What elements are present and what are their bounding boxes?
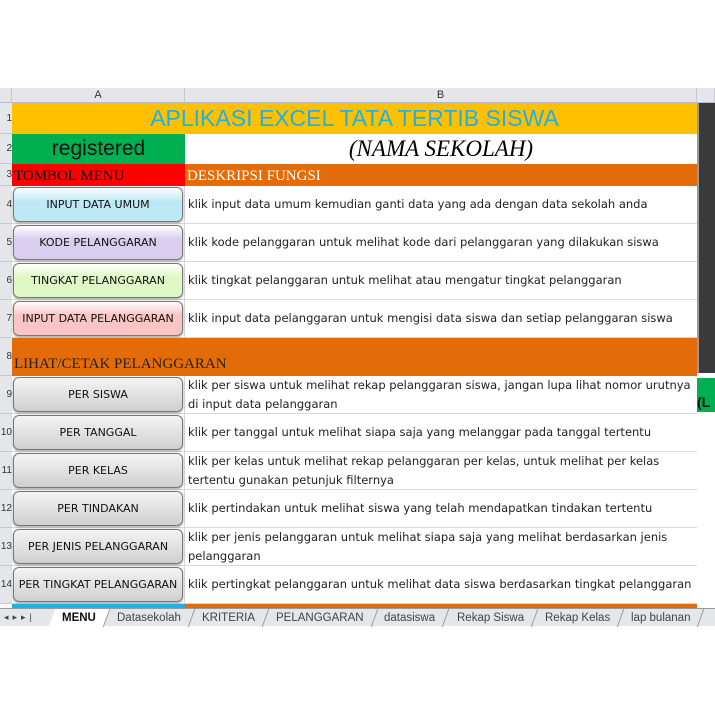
button-cell	[12, 452, 185, 490]
sheet-tab-label: Datasekolah	[116, 611, 181, 624]
side-green-label: (L	[697, 378, 715, 412]
column-header-a[interactable]: A	[12, 88, 185, 103]
row-header[interactable]: 14	[0, 566, 12, 604]
sheet-tab-label: Rekap Kelas	[544, 611, 610, 624]
registered-status: registered	[12, 134, 185, 164]
sheet-tab[interactable]	[531, 609, 624, 627]
row-header[interactable]: 11	[0, 452, 12, 490]
function-description: klik per kelas untuk melihat rekap pelanggaran per kelas, untuk melihat per kelas tertentu gunakan petunjuk filternya	[185, 452, 697, 490]
button-cell	[12, 490, 185, 528]
school-name: (NAMA SEKOLAH)	[185, 134, 697, 164]
menu-button[interactable]	[13, 491, 183, 526]
button-cell	[12, 186, 185, 224]
menu-button[interactable]	[13, 567, 183, 602]
sheet-tab-label: PELANGGARAN	[275, 611, 364, 624]
row-header[interactable]: 12	[0, 490, 12, 528]
menu-button[interactable]	[13, 529, 183, 564]
function-description: klik per tanggal untuk melihat siapa saja yang melanggar pada tanggal tertentu	[185, 414, 697, 452]
menu-button-label: PER KELAS	[68, 464, 128, 477]
sheet-tab[interactable]	[49, 609, 110, 627]
button-cell	[12, 566, 185, 604]
row-header[interactable]: 13	[0, 528, 12, 566]
function-description: klik per jenis pelanggaran untuk melihat siapa saja yang melihat berdasarkan jenis pelanggaran	[185, 528, 697, 566]
menu-button[interactable]	[13, 301, 183, 336]
select-all-corner[interactable]	[0, 88, 12, 103]
section-lihat-cetak: LIHAT/CETAK PELANGGARAN	[12, 338, 697, 376]
sheet-tab[interactable]	[263, 609, 378, 627]
sheet-tab[interactable]	[371, 609, 450, 627]
sheet-tab-label: Rekap Siswa	[456, 611, 524, 624]
row-header[interactable]: 7	[0, 300, 12, 338]
function-description: klik input data umum kemudian ganti data yang ada dengan data sekolah anda	[185, 186, 697, 224]
button-cell	[12, 262, 185, 300]
menu-button-label: TINGKAT PELANGGARAN	[31, 274, 165, 287]
sheet-tab[interactable]	[618, 609, 705, 627]
menu-button-label: PER TINGKAT PELANGGARAN	[18, 578, 178, 591]
menu-button[interactable]	[13, 187, 183, 222]
column-header-c[interactable]	[697, 88, 715, 103]
row-header[interactable]: 2	[0, 134, 12, 164]
row-header[interactable]: 9	[0, 376, 12, 414]
sheet-tab-label: lap bulanan	[630, 611, 691, 624]
function-description: klik input data pelanggaran untuk mengisi data siswa dan setiap pelanggaran siswa	[185, 300, 697, 338]
row-header[interactable]: 3	[0, 164, 12, 186]
button-cell	[12, 414, 185, 452]
menu-button-label: INPUT DATA UMUM	[46, 198, 150, 211]
sheet-tab-label: KRITERIA	[201, 611, 255, 624]
function-description: klik pertingkat pelanggaran untuk melihat data siswa berdasarkan tingkat pelanggaran	[185, 566, 697, 604]
function-description: klik kode pelanggaran untuk melihat kode dari pelanggaran yang dilakukan siswa	[185, 224, 697, 262]
menu-button-label: PER SISWA	[68, 388, 128, 401]
tab-scroll-arrows[interactable]: ◂▸▸|	[4, 612, 36, 622]
header-tombol-menu: TOMBOL MENU	[12, 164, 185, 186]
header-deskripsi-fungsi: DESKRIPSI FUNGSI	[185, 164, 697, 186]
row-header[interactable]: 10	[0, 414, 12, 452]
sheet-tab-bar	[0, 608, 715, 626]
function-description: klik per siswa untuk melihat rekap pelanggaran siswa, jangan lupa lihat nomor urutnya di input data pelanggaran	[185, 376, 697, 414]
menu-button-label: PER TINDAKAN	[57, 502, 139, 515]
button-cell	[12, 528, 185, 566]
menu-button-label: PER JENIS PELANGGARAN	[27, 540, 169, 553]
row-header[interactable]: 1	[0, 103, 12, 134]
sheet-tab-label: datasiswa	[384, 611, 436, 624]
sheet-tab[interactable]	[104, 609, 195, 627]
function-description: klik tingkat pelanggaran untuk melihat atau mengatur tingkat pelanggaran	[185, 262, 697, 300]
sheet-tab-label: MENU	[62, 611, 96, 624]
row-header[interactable]: 6	[0, 262, 12, 300]
menu-button-label: INPUT DATA PELANGGARAN	[22, 312, 174, 325]
row-header[interactable]: 4	[0, 186, 12, 224]
menu-button-label: PER TANGGAL	[59, 426, 137, 439]
button-cell	[12, 376, 185, 414]
row-header[interactable]: 5	[0, 224, 12, 262]
column-header-b[interactable]: B	[185, 88, 697, 103]
sheet-tab[interactable]	[189, 609, 270, 627]
sheet-tab[interactable]	[443, 609, 538, 627]
menu-button[interactable]	[13, 225, 183, 260]
menu-button-label: KODE PELANGGARAN	[39, 236, 157, 249]
menu-button[interactable]	[13, 263, 183, 298]
row-header[interactable]: 8	[0, 338, 12, 376]
menu-button[interactable]	[13, 453, 183, 488]
menu-button[interactable]	[13, 415, 183, 450]
menu-button[interactable]	[13, 377, 183, 412]
app-title: APLIKASI EXCEL TATA TERTIB SISWA	[12, 103, 697, 134]
dark-shape	[697, 103, 715, 373]
button-cell	[12, 300, 185, 338]
function-description: klik pertindakan untuk melihat siswa yang telah mendapatkan tindakan tertentu	[185, 490, 697, 528]
button-cell	[12, 224, 185, 262]
